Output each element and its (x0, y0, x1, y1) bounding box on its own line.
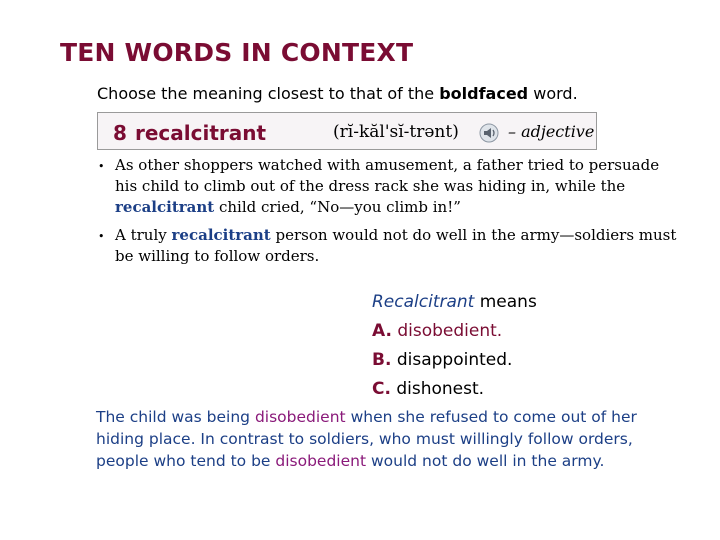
part-of-speech: – adjective (508, 122, 595, 141)
vocab-word: recalcitrant (135, 121, 267, 145)
example-before: A truly (115, 226, 167, 244)
example-highlight: recalcitrant (115, 198, 215, 216)
example-after: child cried, “No—you climb in!” (219, 198, 461, 216)
explanation-keyword: disobedient (275, 452, 367, 470)
instruction-post: word. (533, 84, 578, 103)
question-lead-italic: Recalcitrant (372, 292, 475, 312)
bullet-icon: • (98, 160, 105, 173)
option-letter: C. (372, 379, 391, 399)
example-sentences (98, 155, 678, 274)
option-letter: A. (372, 321, 392, 341)
example-text (115, 225, 678, 267)
option-text: dishonest. (396, 379, 485, 399)
option-text: disappointed. (396, 350, 513, 370)
example-before: As other shoppers watched with amusement, a father tried to persuade his child to climb out of the dress rack she was hiding in, while the (115, 156, 660, 195)
speaker-icon[interactable] (479, 123, 499, 143)
option-text: disobedient. (397, 321, 503, 341)
explanation-part: would not do well in the army. (371, 452, 605, 470)
explanation-part: when she refused to come out of her hiding place. In contrast to soldiers, who must willingly follow orders, people who tend to be (96, 408, 637, 470)
option-c[interactable] (372, 375, 537, 404)
explanation-text (96, 406, 676, 472)
question-lead (372, 288, 537, 317)
word-header-box (97, 112, 597, 150)
example-highlight: recalcitrant (171, 226, 271, 244)
word-number: 8 (113, 121, 127, 145)
option-letter: B. (372, 350, 392, 370)
pronunciation: (rĭ-kăl'sĭ-trənt) (333, 122, 459, 142)
question-lead-rest: means (479, 292, 537, 312)
example-sentence (98, 155, 678, 218)
bullet-icon: • (98, 230, 105, 243)
explanation-part: The child was being (96, 408, 251, 426)
example-sentence (98, 225, 678, 267)
instruction-text (97, 84, 578, 103)
page-title: TEN WORDS IN CONTEXT (60, 38, 414, 67)
example-text (115, 155, 678, 218)
instruction-pre: Choose the meaning closest to that of the (97, 84, 435, 103)
instruction-bold: boldfaced (439, 84, 529, 103)
option-b[interactable] (372, 346, 537, 375)
example-after: person would not do well in the army—soldiers must be willing to follow orders. (115, 226, 677, 265)
answer-options (372, 288, 537, 404)
option-a[interactable] (372, 317, 537, 346)
explanation-keyword: disobedient (254, 408, 346, 426)
